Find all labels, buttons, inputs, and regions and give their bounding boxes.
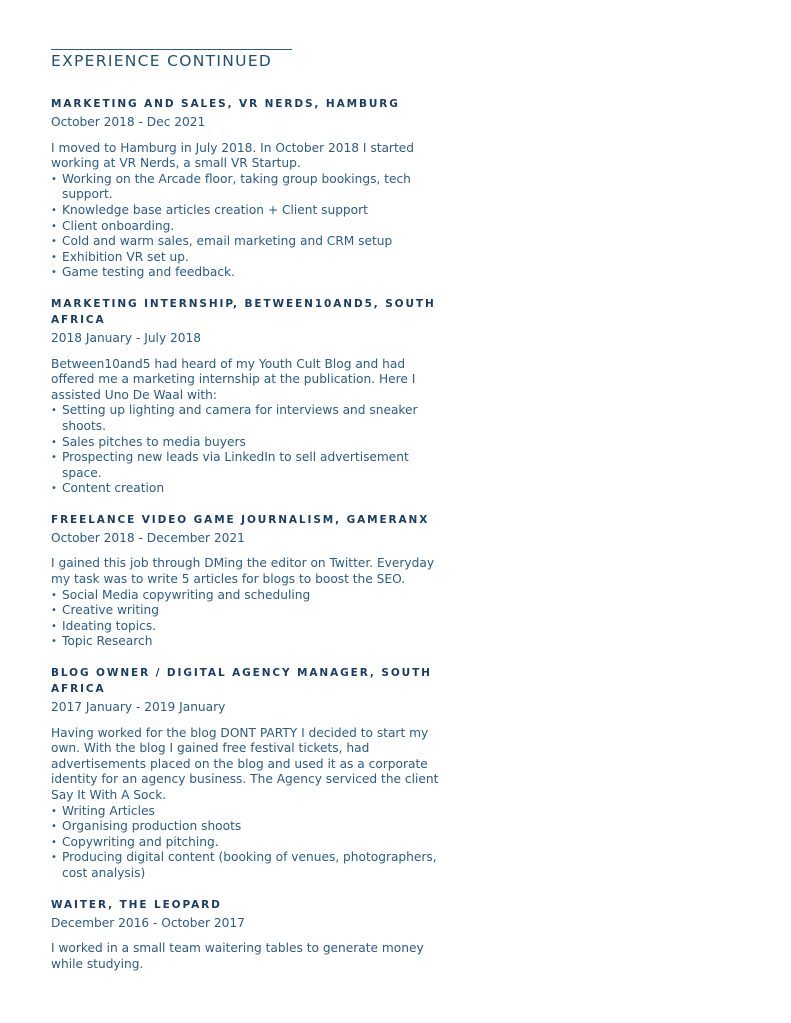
- job-bullet-list: [51, 804, 451, 882]
- section-title: EXPERIENCE CONTINUED: [51, 52, 273, 70]
- job-dates: December 2016 - October 2017: [51, 915, 245, 930]
- job-bullet: • Creative writing: [51, 603, 451, 619]
- job-bullet: • Writing Articles: [51, 804, 451, 820]
- job-entry: [51, 665, 451, 882]
- job-entry: [51, 897, 451, 973]
- experience-list: [51, 96, 451, 987]
- job-bullet-list: [51, 403, 451, 497]
- section-divider: [51, 49, 292, 50]
- job-dates: 2017 January - 2019 January: [51, 700, 226, 715]
- job-bullet: • Client onboarding.: [51, 219, 451, 235]
- job-entry: [51, 96, 451, 281]
- job-bullet: • Setting up lighting and camera for interviews and sneaker shoots.: [51, 403, 451, 434]
- job-bullet: • Prospecting new leads via LinkedIn to sell advertisement space.: [51, 450, 451, 481]
- job-dates: October 2018 - December 2021: [51, 530, 245, 545]
- job-description: Having worked for the blog DONT PARTY I decided to start my own. With the blog I gained free festival tickets, had advertisements placed on the blog and used it as a corporate identity for an agency business. The Agency serviced the client Say It With A Sock.: [51, 725, 439, 802]
- job-title: FREELANCE VIDEO GAME JOURNALISM, GAMERANX: [51, 513, 430, 526]
- job-description: Between10and5 had heard of my Youth Cult Blog and had offered me a marketing internship at the publication. Here I assisted Uno De Waal with:: [51, 356, 416, 402]
- job-bullet: • Topic Research: [51, 634, 451, 650]
- job-bullet: • Content creation: [51, 481, 451, 497]
- job-bullet: • Ideating topics.: [51, 619, 451, 635]
- job-entry: [51, 512, 451, 650]
- job-bullet: • Game testing and feedback.: [51, 265, 451, 281]
- job-title: MARKETING AND SALES, VR NERDS, HAMBURG: [51, 98, 400, 110]
- job-bullet: • Exhibition VR set up.: [51, 250, 451, 266]
- job-title: BLOG OWNER / DIGITAL AGENCY MANAGER, SOUTH AFRICA: [51, 667, 432, 696]
- job-bullet: • Copywriting and pitching.: [51, 835, 451, 851]
- job-title: WAITER, THE LEOPARD: [51, 898, 222, 911]
- job-dates: 2018 January - July 2018: [51, 330, 202, 345]
- job-bullet: • Organising production shoots: [51, 819, 451, 835]
- job-description: I worked in a small team waitering tables to generate money while studying.: [51, 941, 424, 971]
- job-bullet-list: [51, 172, 451, 281]
- job-bullet: • Knowledge base articles creation + Client support: [51, 203, 451, 219]
- job-bullet: • Producing digital content (booking of venues, photographers, cost analysis): [51, 850, 451, 881]
- job-bullet: • Working on the Arcade floor, taking group bookings, tech support.: [51, 172, 451, 203]
- job-title: MARKETING INTERNSHIP, BETWEEN10AND5, SOUTH AFRICA: [51, 297, 436, 326]
- job-description: I moved to Hamburg in July 2018. In October 2018 I started working at VR Nerds, a small VR Startup.: [51, 140, 414, 171]
- job-bullet: • Social Media copywriting and scheduling: [51, 588, 451, 604]
- job-dates: October 2018 - Dec 2021: [51, 115, 206, 129]
- job-entry: [51, 296, 451, 497]
- job-bullet: • Sales pitches to media buyers: [51, 435, 451, 451]
- job-bullet-list: [51, 588, 451, 650]
- job-bullet: • Cold and warm sales, email marketing and CRM setup: [51, 234, 451, 250]
- job-description: I gained this job through DMing the editor on Twitter. Everyday my task was to write 5 articles for blogs to boost the SEO.: [51, 556, 435, 587]
